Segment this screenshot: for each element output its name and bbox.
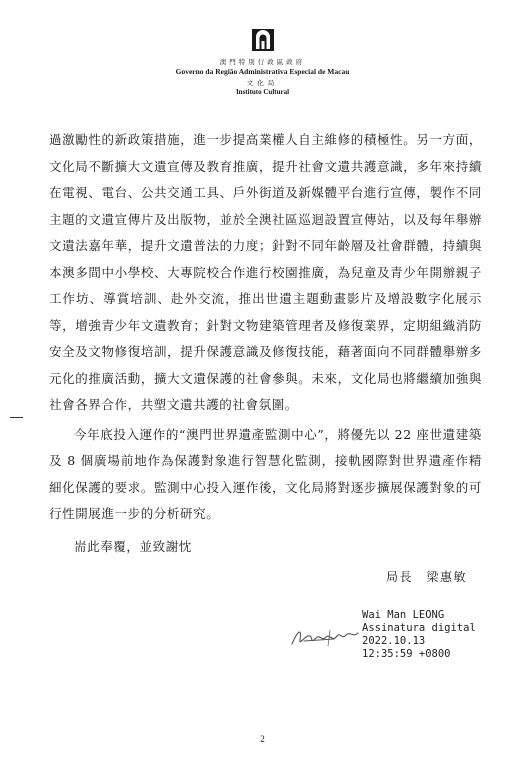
cultural-bureau-logo-icon [251,28,275,52]
department-name-chinese: 文化局 [246,79,279,87]
margin-fold-mark [10,417,23,418]
letterhead [0,28,525,96]
signatory-title-name: 局長 梁惠敏 [386,570,468,584]
department-name-portuguese: Instituto Cultural [235,88,290,96]
letter-body [49,127,482,560]
institution-name-chinese: 澳門特別行政區政府 [219,58,306,66]
handwritten-signature [290,624,364,652]
closing-line: 耑此奉覆，並致謝忱 [74,538,192,554]
digital-signature-block [362,609,476,661]
digital-signature-label: Assinatura digital [362,622,476,634]
institution-name-portuguese: Governo da Região Administrativa Especial de Macau [175,67,350,76]
signer-name: Wai Man LEONG [362,609,445,621]
signature-time: 12:35:59 +0800 [362,648,451,660]
body-paragraph: 今年底投入運作的“澳門世界遺產監測中心”，將優先以 22 座世遺建築及 8 個廣場前地作為保護對象進行智慧化監測，接軌國際對世界遺產作精細化保護的要求。監測中心投入運作後，文化局將對逐步擴展保護對象的可行性開展進一步的分析研究。 [49,426,482,521]
page-number: 2 [260,734,265,744]
signature-date: 2022.10.13 [362,635,426,647]
body-paragraph: 過激勵性的新政策措施，進一步提高業權人自主維修的積極性。另一方面，文化局不斷擴大文遺宣傳及教育推廣，提升社會文遺共護意識，多年來持續在電視、電台、公共交通工具、戶外街道及新媒體平台進行宣傳，製作不同主題的文遺宣傳片及出版物，並於全澳社區巡迴設置宣傳站，以及每年舉辦文遺法嘉年華，提升文遺普法的力度；針對不同年齡層及社會群體，持續與本澳多間中小學校、大專院校合作進行校園推廣，為兒童及青少年開辦親子工作坊、導賞培訓、赴外交流，推出世遺主題動畫影片及增設數字化展示等，增強青少年文遺教育；針對文物建築管理者及修復業界，定期組織消防安全及文物修復培訓，提升保護意識及修復技能，藉著面向不同群體舉辦多元化的推廣活動，擴大文遺保護的社會參與。未來，文化局也將繼續加強與社會各界合作，共塑文遺共護的社會氛圍。 [49,132,482,412]
